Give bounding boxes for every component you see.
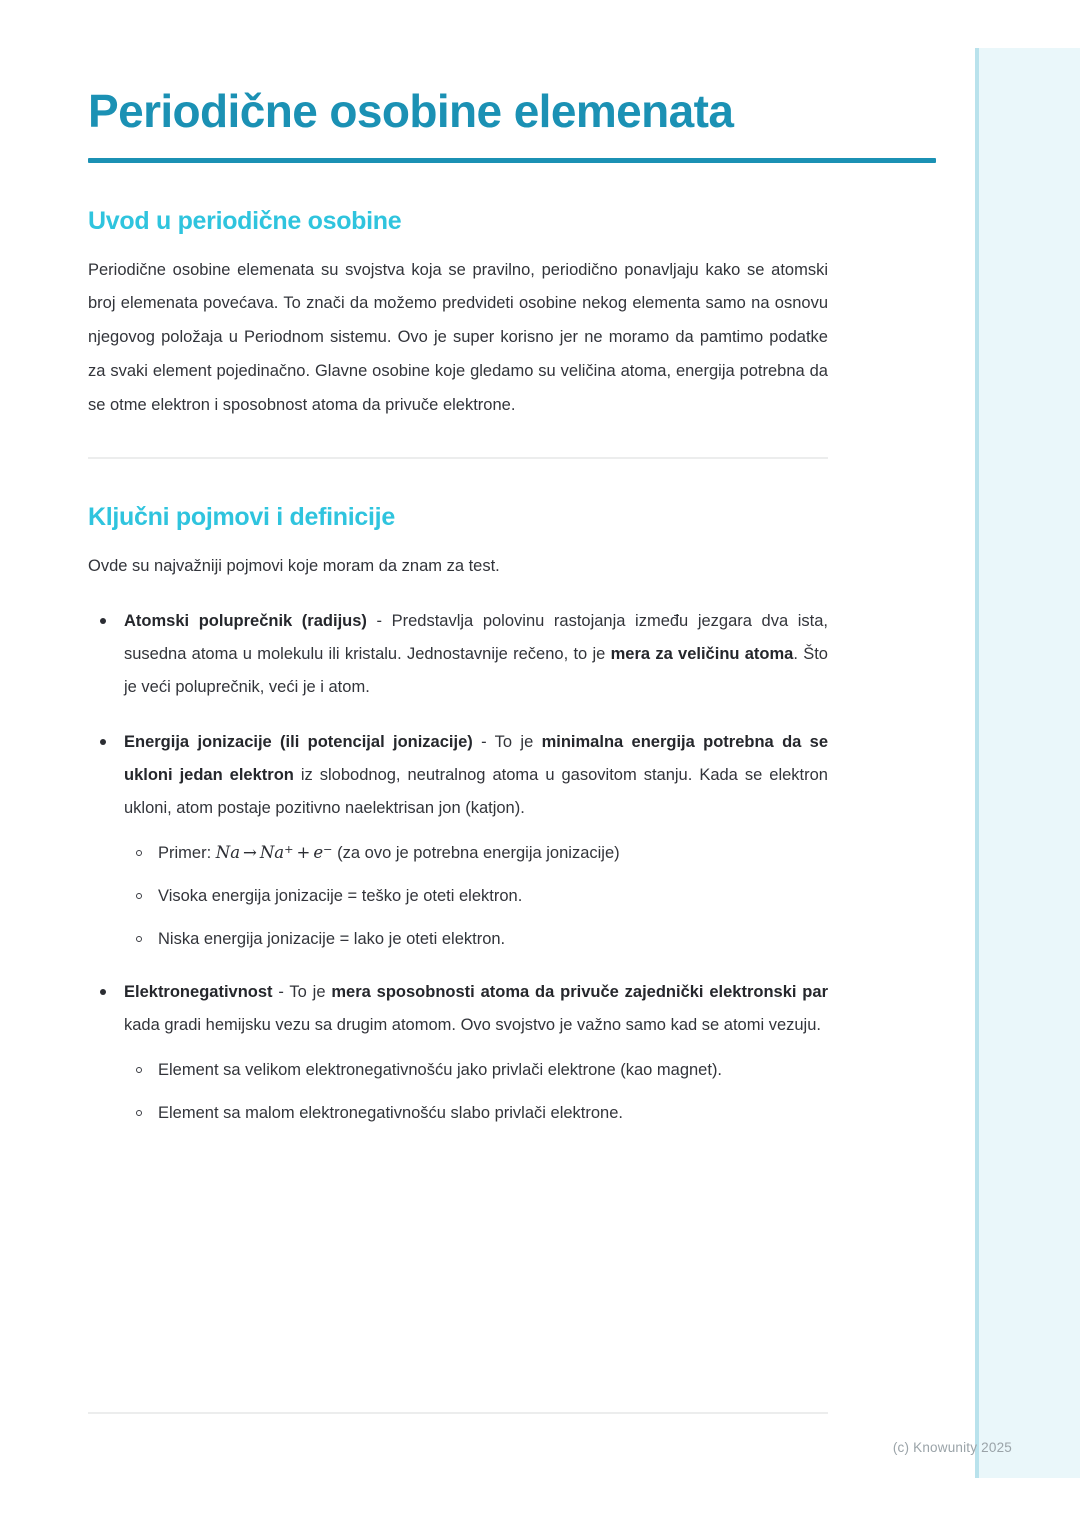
- list-item: [88, 605, 828, 704]
- section-heading-intro: Uvod u periodične osobine: [88, 206, 402, 235]
- copyright-watermark: (c) Knowunity 2025: [892, 1440, 1012, 1455]
- term-label: Atomski poluprečnik (radijus): [124, 612, 367, 631]
- footer-divider: [88, 1412, 828, 1414]
- list-item: Niska energija jonizacije = lako je oteti elektron.: [124, 925, 828, 954]
- term-text-cont: . Što je veći poluprečnik, veći je i atom.: [124, 645, 828, 697]
- list-item: [124, 839, 828, 868]
- section-heading-key-terms: Ključni pojmovi i definicije: [88, 502, 395, 531]
- key-terms-list: [88, 605, 828, 1127]
- key-terms-intro-paragraph: Ovde su najvažniji pojmovi koje moram da znam za test.: [88, 556, 500, 575]
- term-emphasis: mera za veličinu atoma: [610, 645, 794, 664]
- term-text: To je: [494, 733, 542, 752]
- list-item: [88, 726, 828, 954]
- document-content: [88, 0, 828, 1128]
- title-underline: [88, 158, 936, 163]
- section-divider-1: [88, 457, 828, 459]
- term-dash: -: [366, 612, 392, 631]
- example-prefix: Primer:: [158, 844, 216, 863]
- term-label: Elektronegativnost: [124, 983, 273, 1002]
- section-intro: [88, 207, 828, 459]
- electronegativity-subbullet-list: [124, 1056, 828, 1128]
- term-emphasis: mera sposobnosti atoma da privuče zajednički elektronski par: [331, 983, 828, 1002]
- example-suffix: (za ovo je potrebna energija jonizacije): [332, 844, 620, 863]
- ionization-equation: Na → Na+ + e−: [215, 843, 333, 863]
- list-item: Visoka energija jonizacije = teško je oteti elektron.: [124, 882, 828, 911]
- right-edge-accent-rule: [975, 48, 979, 1478]
- list-item: Element sa velikom elektronegativnošću jako privlači elektrone (kao magnet).: [124, 1056, 828, 1085]
- term-text: Predstavlja polovinu rastojanja između jezgara dva ista, susedna atoma u molekulu ili kristalu. Jednostavnije rečeno, to je: [124, 612, 828, 664]
- page-title: Periodične osobine elemenata: [88, 85, 734, 137]
- term-text-cont: kada gradi hemijsku vezu sa drugim atomom. Ovo svojstvo je važno samo kad se atomi vezuju.: [124, 1016, 821, 1035]
- term-label: Energija jonizacije (ili potencijal jonizacije): [124, 733, 473, 752]
- term-dash: -: [472, 733, 495, 752]
- list-item: Element sa malom elektronegativnošću slabo privlači elektrone.: [124, 1099, 828, 1128]
- term-text: To je: [289, 983, 332, 1002]
- right-edge-decorative-band: [975, 48, 1080, 1478]
- term-emphasis: minimalna energija potrebna da se ukloni jedan elektron: [124, 733, 829, 785]
- list-item: [88, 976, 828, 1128]
- section-key-terms: [88, 503, 828, 1128]
- term-dash: -: [272, 983, 290, 1002]
- intro-paragraph: Periodične osobine elemenata su svojstva koja se pravilno, periodično ponavljaju kako se atomski broj elemenata povećava. To znači da možemo predvideti osobine nekog elementa samo na osnovu njegovog položaja u Periodnom sistemu. Ovo je super korisno jer ne moramo da pamtimo podatke za svaki element pojedinačno. Glavne osobine koje gledamo su veličina atoma, energija potrebna da se otme elektron i sposobnost atoma da privuče elektrone.: [88, 260, 828, 414]
- ionization-subbullet-list: [124, 839, 828, 954]
- term-text-cont: iz slobodnog, neutralnog atoma u gasovitom stanju. Kada se elektron ukloni, atom postaje pozitivno naelektrisan jon (katjon).: [124, 766, 828, 818]
